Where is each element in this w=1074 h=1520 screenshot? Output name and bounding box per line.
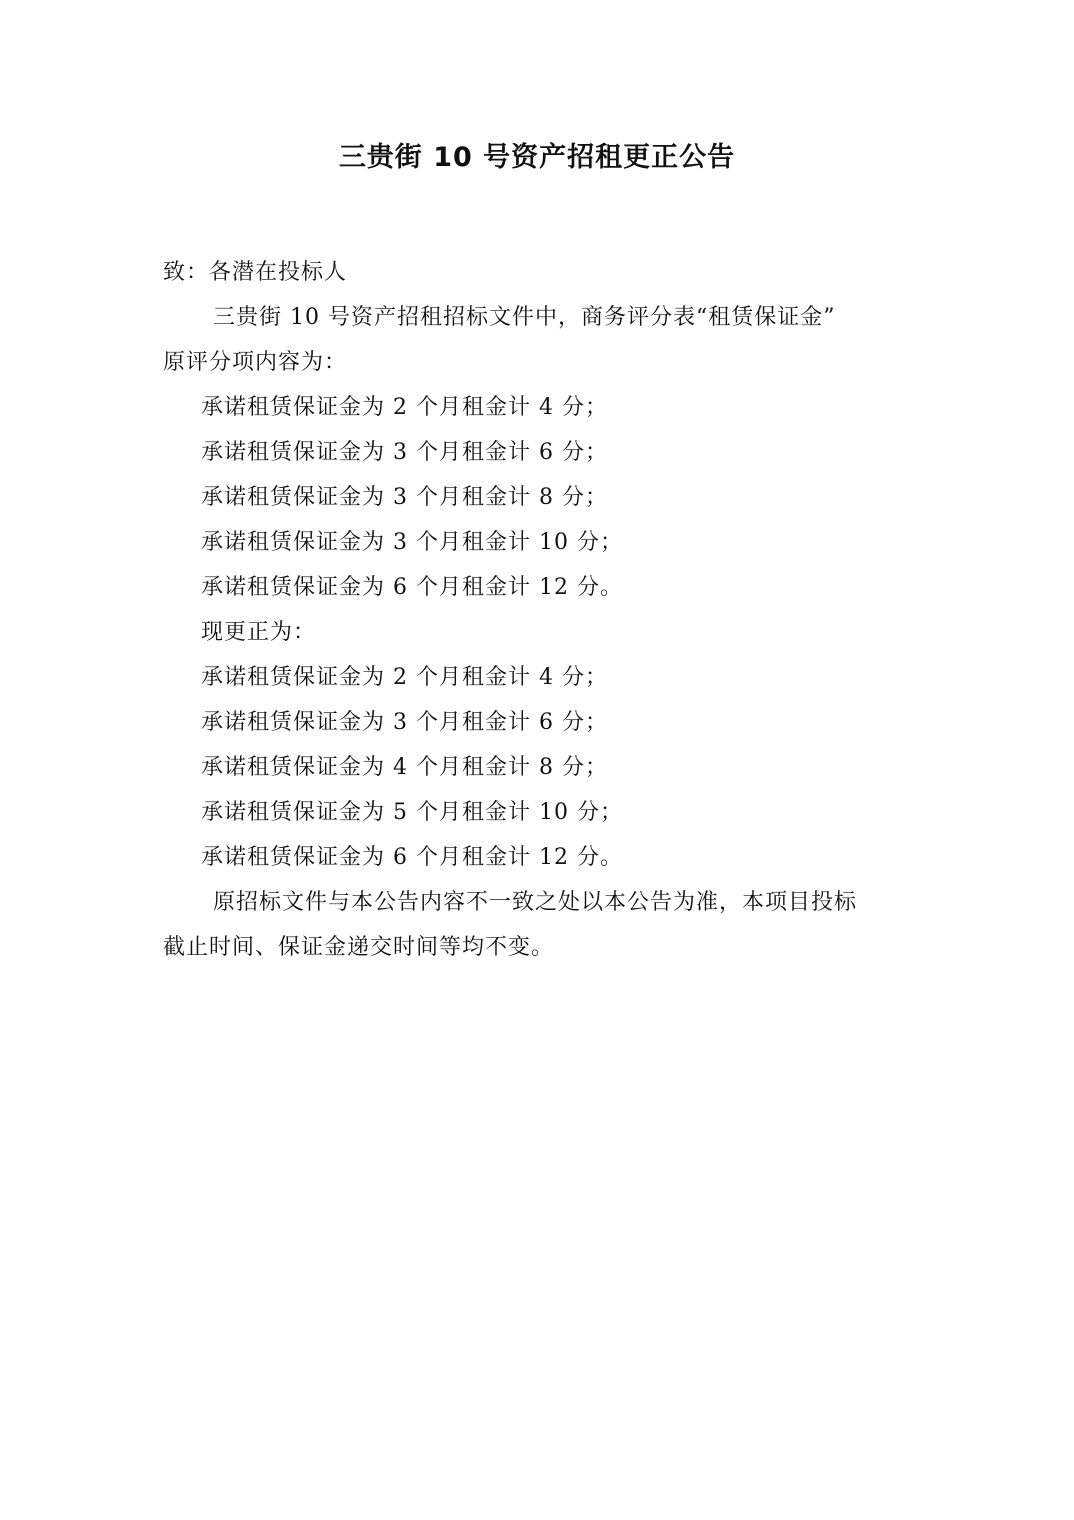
correction-label: 现更正为： [201,620,317,645]
corrected-items-list [163,655,923,880]
corrected-item: 承诺租赁保证金为 4 个月租金计 8 分； [201,755,608,780]
closing-line-2: 截止时间、保证金递交时间等均不变。 [163,935,555,960]
closing-line-1: 原招标文件与本公告内容不一致之处以本公告为准，本项目投标 [213,890,858,915]
corrected-item: 承诺租赁保证金为 5 个月租金计 10 分； [201,800,623,825]
original-item: 承诺租赁保证金为 2 个月租金计 4 分； [201,395,608,420]
notice-title: 三贵街 10 号资产招租更正公告 [338,142,736,173]
corrected-item: 承诺租赁保证金为 3 个月租金计 6 分； [201,710,608,735]
intro-line-2: 原评分项内容为： [163,350,348,375]
original-item: 承诺租赁保证金为 3 个月租金计 10 分； [201,530,623,555]
corrected-item: 承诺租赁保证金为 6 个月租金计 12 分。 [201,845,623,870]
intro-line-1: 三贵街 10 号资产招租招标文件中，商务评分表“租赁保证金” [213,305,836,330]
original-item: 承诺租赁保证金为 3 个月租金计 6 分； [201,440,608,465]
original-item: 承诺租赁保证金为 6 个月租金计 12 分。 [201,575,623,600]
original-item: 承诺租赁保证金为 3 个月租金计 8 分； [201,485,608,510]
original-items-list [163,385,923,610]
corrected-item: 承诺租赁保证金为 2 个月租金计 4 分； [201,665,608,690]
salutation: 致：各潜在投标人 [163,260,348,285]
notice-body [163,250,923,970]
